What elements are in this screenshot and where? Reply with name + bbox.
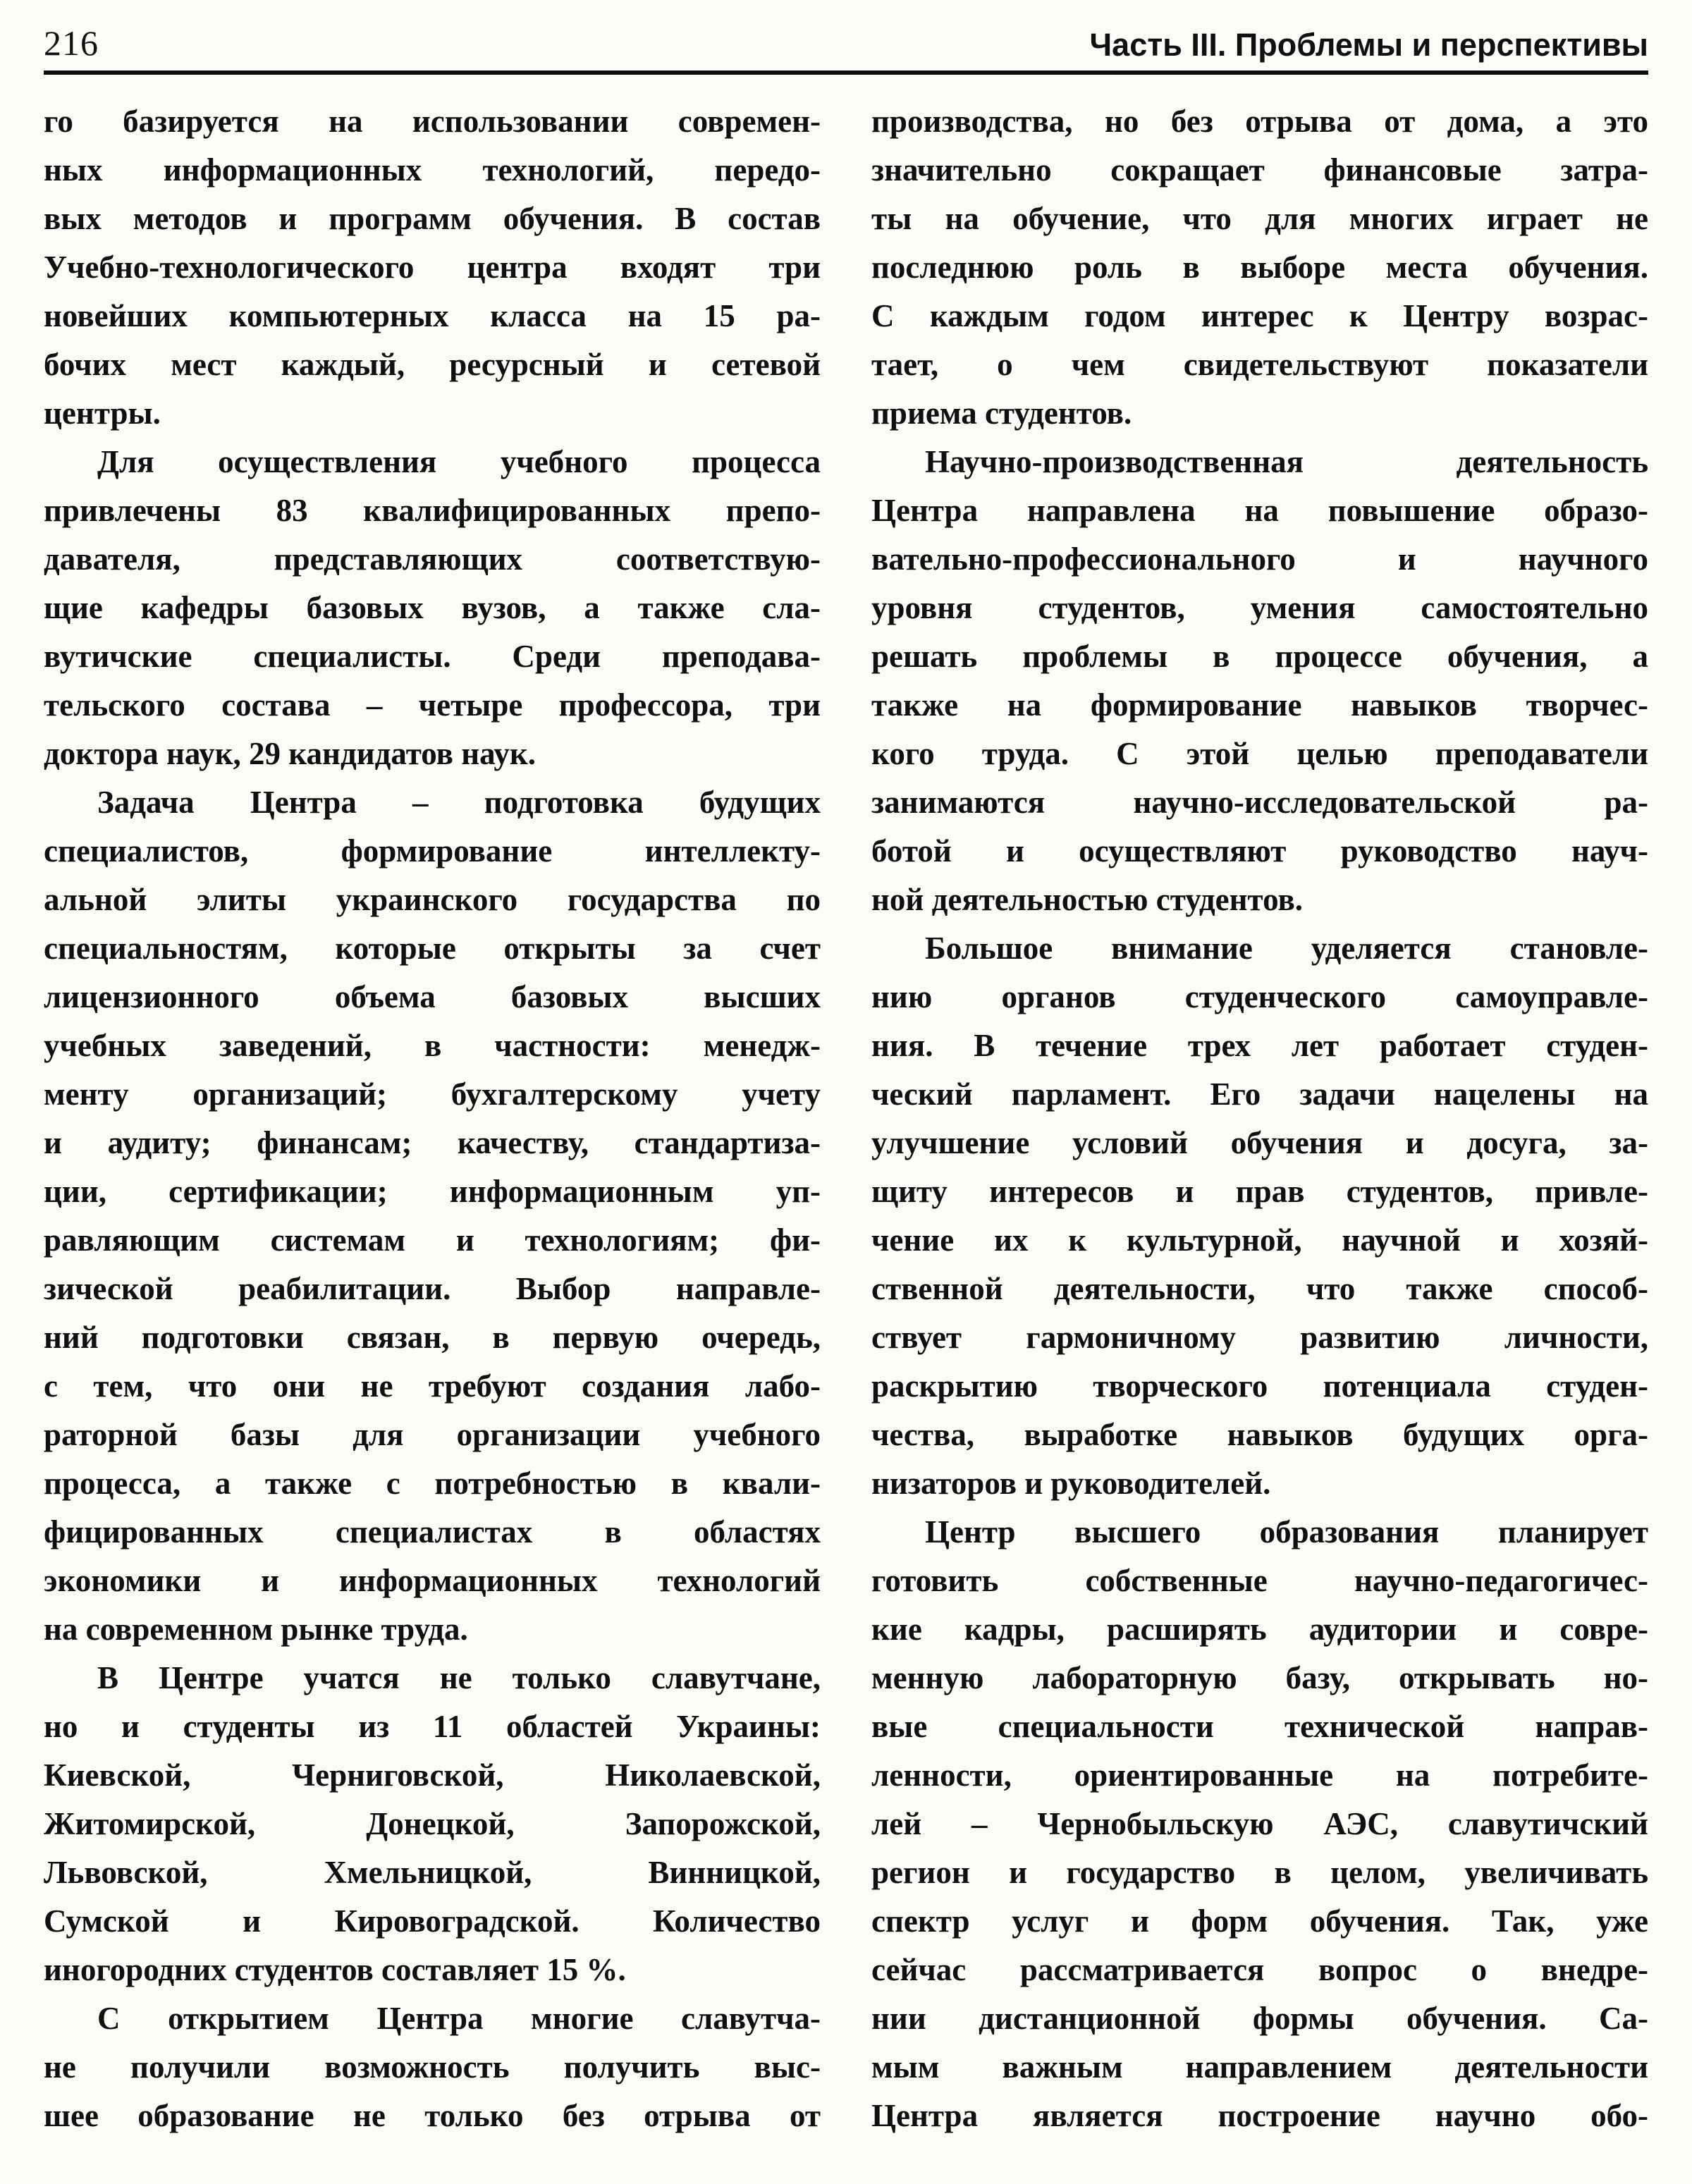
- text-line: также на формирование навыков творчес-: [871, 687, 1648, 723]
- text-line: на современном рынке труда.: [44, 1612, 468, 1647]
- text-line: В Центре учатся не только славутчане,: [97, 1660, 821, 1695]
- text-line: нии дистанционной формы обучения. Са-: [871, 2001, 1648, 2036]
- text-line: ствует гармоничному развитию личности,: [871, 1320, 1648, 1355]
- text-line: Учебно-технологического центра входят три: [44, 250, 821, 285]
- text-line: раскрытию творческого потенциала студен-: [871, 1368, 1648, 1404]
- text-line: ственной деятельности, что также способ-: [871, 1271, 1648, 1306]
- text-line: не получили возможность получить выс-: [44, 2049, 821, 2085]
- text-line: ты на обучение, что для многих играет не: [871, 201, 1648, 236]
- text-line: кие кадры, расширять аудитории и совре-: [871, 1612, 1648, 1647]
- text-line: нию органов студенческого самоуправле-: [871, 979, 1648, 1014]
- paragraph: [871, 97, 1648, 438]
- right-column: [871, 97, 1648, 2140]
- text-line: но и студенты из 11 областей Украины:: [44, 1709, 821, 1744]
- text-line: экономики и информационных технологий: [44, 1563, 821, 1598]
- text-line: менную лабораторную базу, открывать но-: [871, 1660, 1648, 1695]
- text-line: давателя, представляющих соответствую-: [44, 541, 821, 577]
- text-line: альной элиты украинского государства по: [44, 882, 821, 917]
- text-line: значительно сокращает финансовые затра-: [871, 152, 1648, 188]
- text-line: равляющим системам и технологиям; фи-: [44, 1222, 821, 1258]
- text-line: специальностям, которые открыты за счет: [44, 931, 821, 966]
- page-number: 216: [44, 23, 99, 63]
- text-line: Центра направлена на повышение образо-: [871, 493, 1648, 528]
- text-line: Киевской, Черниговской, Николаевской,: [44, 1757, 821, 1793]
- text-line: Житомирской, Донецкой, Запорожской,: [44, 1806, 821, 1841]
- page-header: [44, 18, 1648, 63]
- paragraph: [44, 778, 821, 1654]
- text-line: ной деятельностью студентов.: [871, 882, 1304, 917]
- text-line: последнюю роль в выборе места обучения.: [871, 250, 1648, 285]
- text-line: специалистов, формирование интеллекту-: [44, 833, 821, 869]
- text-line: Научно-производственная деятельность: [925, 444, 1648, 479]
- text-line: мым важным направлением деятельности: [871, 2049, 1648, 2085]
- text-line: лей – Чернобыльскую АЭС, славутичский: [871, 1806, 1648, 1841]
- text-line: кого труда. С этой целью преподаватели: [871, 736, 1648, 771]
- text-line: приема студентов.: [871, 395, 1132, 431]
- text-line: вутичские специалисты. Среди преподава-: [44, 639, 821, 674]
- text-line: бочих мест каждый, ресурсный и сетевой: [44, 347, 821, 382]
- text-line: ческий парламент. Его задачи нацелены на: [871, 1076, 1648, 1112]
- text-line: иногородних студентов составляет 15 %.: [44, 1952, 626, 1987]
- paragraph: [44, 1654, 821, 1994]
- text-line: чества, выработке навыков будущих орга-: [871, 1417, 1648, 1452]
- text-line: Большое внимание уделяется становле-: [925, 931, 1648, 966]
- text-line: низаторов и руководителей.: [871, 1466, 1271, 1501]
- text-line: сейчас рассматривается вопрос о внедре-: [871, 1952, 1648, 1987]
- text-line: готовить собственные научно-педагогичес-: [871, 1563, 1648, 1598]
- text-line: тельского состава – четыре профессора, три: [44, 687, 821, 723]
- text-line: занимаются научно-исследовательской ра-: [871, 785, 1648, 820]
- text-line: регион и государство в целом, увеличивать: [871, 1855, 1648, 1890]
- text-line: решать проблемы в процессе обучения, а: [871, 639, 1648, 674]
- text-line: Львовской, Хмельницкой, Винницкой,: [44, 1855, 821, 1890]
- text-line: производства, но без отрыва от дома, а это: [871, 104, 1648, 139]
- text-line: улучшение условий обучения и досуга, за-: [871, 1125, 1648, 1160]
- text-line: спектр услуг и форм обучения. Так, уже: [871, 1903, 1648, 1939]
- text-line: тает, о чем свидетельствуют показатели: [871, 347, 1648, 382]
- text-line: привлечены 83 квалифицированных препо-: [44, 493, 821, 528]
- text-line: зической реабилитации. Выбор направле-: [44, 1271, 821, 1306]
- text-line: ции, сертификации; информационным уп-: [44, 1174, 821, 1209]
- text-line: С открытием Центра многие славутча-: [97, 2001, 821, 2036]
- text-line: фицированных специалистах в областях: [44, 1514, 821, 1550]
- left-column: [44, 97, 821, 2140]
- paragraph: [871, 1508, 1648, 2140]
- text-line: ных информационных технологий, передо-: [44, 152, 821, 188]
- running-header-title: Часть III. Проблемы и перспективы: [1089, 27, 1648, 63]
- text-line: щие кафедры базовых вузов, а также сла-: [44, 590, 821, 625]
- text-line: шее образование не только без отрыва от: [44, 2098, 821, 2133]
- paragraph: [44, 1994, 821, 2140]
- text-line: вых методов и программ обучения. В состав: [44, 201, 821, 236]
- text-line: Задача Центра – подготовка будущих: [97, 785, 821, 820]
- text-line: доктора наук, 29 кандидатов наук.: [44, 736, 537, 771]
- text-line: ний подготовки связан, в первую очередь,: [44, 1320, 821, 1355]
- text-line: лицензионного объема базовых высших: [44, 979, 821, 1014]
- text-line: го базируется на использовании современ-: [44, 104, 821, 139]
- text-columns: [44, 97, 1648, 2140]
- paragraph: [871, 438, 1648, 924]
- paragraph: [44, 97, 821, 438]
- text-line: С каждым годом интерес к Центру возрас-: [871, 298, 1648, 333]
- text-line: Центра является построение научно обо-: [871, 2098, 1648, 2133]
- text-line: раторной базы для организации учебного: [44, 1417, 821, 1452]
- header-rule: [44, 70, 1648, 75]
- text-line: ния. В течение трех лет работает студен-: [871, 1028, 1648, 1063]
- text-line: Сумской и Кировоградской. Количество: [44, 1903, 821, 1939]
- text-line: процесса, а также с потребностью в квали-: [44, 1466, 821, 1501]
- text-line: центры.: [44, 395, 161, 431]
- paragraph: [44, 438, 821, 778]
- text-line: щиту интересов и прав студентов, привле-: [871, 1174, 1648, 1209]
- text-line: уровня студентов, умения самостоятельно: [871, 590, 1648, 625]
- text-line: Для осуществления учебного процесса: [97, 444, 821, 479]
- text-line: вательно-профессионального и научного: [871, 541, 1648, 577]
- text-line: и аудиту; финансам; качеству, стандартиза-: [44, 1125, 821, 1160]
- text-line: ботой и осуществляют руководство науч-: [871, 833, 1648, 869]
- text-line: ленности, ориентированные на потребите-: [871, 1757, 1648, 1793]
- text-line: с тем, что они не требуют создания лабо-: [44, 1368, 821, 1404]
- text-line: менту организаций; бухгалтерскому учету: [44, 1076, 821, 1112]
- text-line: учебных заведений, в частности: менедж-: [44, 1028, 821, 1063]
- text-line: Центр высшего образования планирует: [925, 1514, 1648, 1550]
- paragraph: [871, 924, 1648, 1508]
- text-line: вые специальности технической направ-: [871, 1709, 1648, 1744]
- text-line: чение их к культурной, научной и хозяй-: [871, 1222, 1648, 1258]
- text-line: новейших компьютерных класса на 15 ра-: [44, 298, 821, 333]
